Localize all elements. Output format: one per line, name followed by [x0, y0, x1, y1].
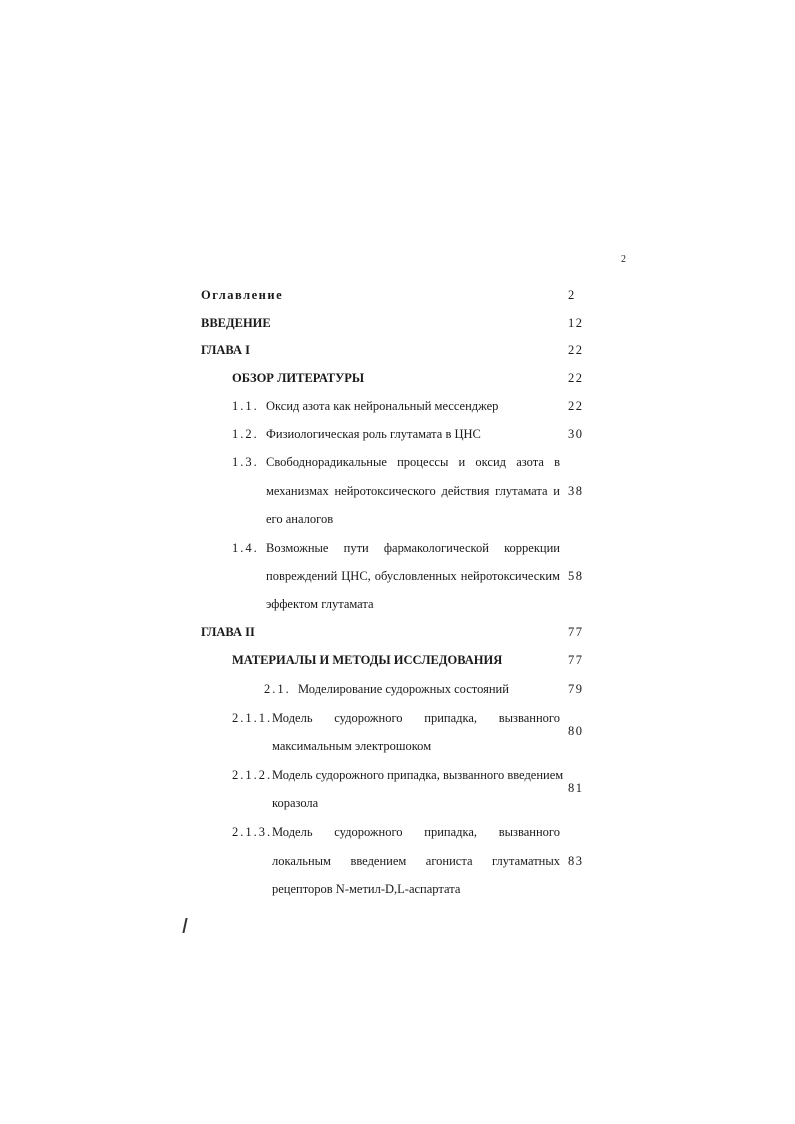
- toc-entry-1-2: Физиологическая роль глутамата в ЦНС: [266, 427, 481, 441]
- toc-page: 81: [568, 781, 584, 795]
- toc-entry-2-1-3-line2: [272, 853, 560, 869]
- word: глутаматных: [492, 854, 560, 868]
- word: вызванного: [498, 825, 560, 839]
- toc-entry-chapter-2: ГЛАВА II: [201, 625, 255, 639]
- toc-page: 83: [568, 854, 584, 868]
- toc-page: 77: [568, 625, 584, 639]
- word: пути: [343, 541, 369, 555]
- toc-page: 2: [568, 288, 576, 302]
- word: Свободнорадикальные: [266, 455, 387, 469]
- toc-entry-2-1-3-line1: [272, 824, 560, 840]
- word: ЦНС,: [341, 569, 371, 583]
- toc-entry-2-1-3-line3: рецепторов N-метил-D,L-аспартата: [272, 882, 461, 896]
- word: в: [554, 455, 560, 469]
- toc-heading: Оглавление: [201, 288, 284, 302]
- toc-entry-2-1-2-line2: коразола: [272, 796, 319, 810]
- word: механизмах: [266, 484, 329, 498]
- toc-page: 79: [568, 682, 584, 696]
- section-number: 2.1.2.: [232, 768, 273, 782]
- toc-page: 30: [568, 427, 584, 441]
- toc-entry-literature-review: ОБЗОР ЛИТЕРАТУРЫ: [232, 371, 365, 385]
- word: коррекции: [504, 541, 560, 555]
- toc-page: 58: [568, 569, 584, 583]
- word: повреждений: [266, 569, 338, 583]
- word: обусловленных: [374, 569, 457, 583]
- toc-entry-2-1-1-line1: [272, 710, 560, 726]
- toc-entry-1-4-line1: [266, 540, 560, 556]
- toc-entry-1-1: Оксид азота как нейрональный мессенджер: [266, 399, 499, 413]
- word: припадка,: [424, 825, 478, 839]
- word: фармакологической: [383, 541, 489, 555]
- toc-page: 12: [568, 316, 584, 330]
- toc-entry-2-1-2-line1: Модель судорожного припадка, вызванного введением: [272, 768, 564, 782]
- page-number: 2: [621, 254, 626, 265]
- section-number: 1.1.: [232, 399, 259, 413]
- toc-page: 22: [568, 399, 584, 413]
- word: судорожного: [334, 825, 403, 839]
- word: припадка,: [424, 711, 478, 725]
- toc-page: 38: [568, 484, 584, 498]
- word: глутамата: [495, 484, 548, 498]
- pen-mark: [182, 918, 187, 933]
- word: оксид: [475, 455, 507, 469]
- toc-page: 77: [568, 653, 584, 667]
- word: и: [458, 455, 466, 469]
- toc-entry-1-3-line3: его аналогов: [266, 512, 334, 526]
- toc-entry-introduction: ВВЕДЕНИЕ: [201, 316, 271, 330]
- toc-page: 22: [568, 371, 584, 385]
- word: Модель: [272, 825, 313, 839]
- toc-entry-1-4-line3: эффектом глутамата: [266, 597, 374, 611]
- toc-entry-materials-methods: МАТЕРИАЛЫ И МЕТОДЫ ИССЛЕДОВАНИЯ: [232, 653, 503, 667]
- toc-entry-2-1-1-line2: максимальным электрошоком: [272, 739, 432, 753]
- word: Возможные: [266, 541, 329, 555]
- toc-entry-2-1: Моделирование судорожных состояний: [298, 682, 509, 696]
- section-number: 2.1.1.: [232, 711, 273, 725]
- toc-entry-1-3-line2: [266, 483, 560, 499]
- word: азота: [516, 455, 544, 469]
- word: Модель: [272, 711, 313, 725]
- section-number: 2.1.3.: [232, 825, 273, 839]
- toc-entry-1-3-line1: [266, 454, 560, 470]
- word: нейротоксическим: [460, 569, 560, 583]
- toc-page: 22: [568, 343, 584, 357]
- word: действия: [441, 484, 490, 498]
- word: введением: [350, 854, 407, 868]
- toc-entry-1-4-line2: [266, 568, 560, 584]
- section-number: 1.4.: [232, 541, 259, 555]
- word: агониста: [425, 854, 473, 868]
- word: процессы: [397, 455, 449, 469]
- section-number: 1.2.: [232, 427, 259, 441]
- toc-entry-chapter-1: ГЛАВА I: [201, 343, 250, 357]
- word: и: [553, 484, 560, 498]
- section-number: 1.3.: [232, 455, 259, 469]
- word: вызванного: [498, 711, 560, 725]
- word: локальным: [272, 854, 331, 868]
- toc-page: 80: [568, 724, 584, 738]
- word: судорожного: [334, 711, 403, 725]
- word: нейротоксического: [334, 484, 436, 498]
- section-number: 2.1.: [264, 682, 291, 696]
